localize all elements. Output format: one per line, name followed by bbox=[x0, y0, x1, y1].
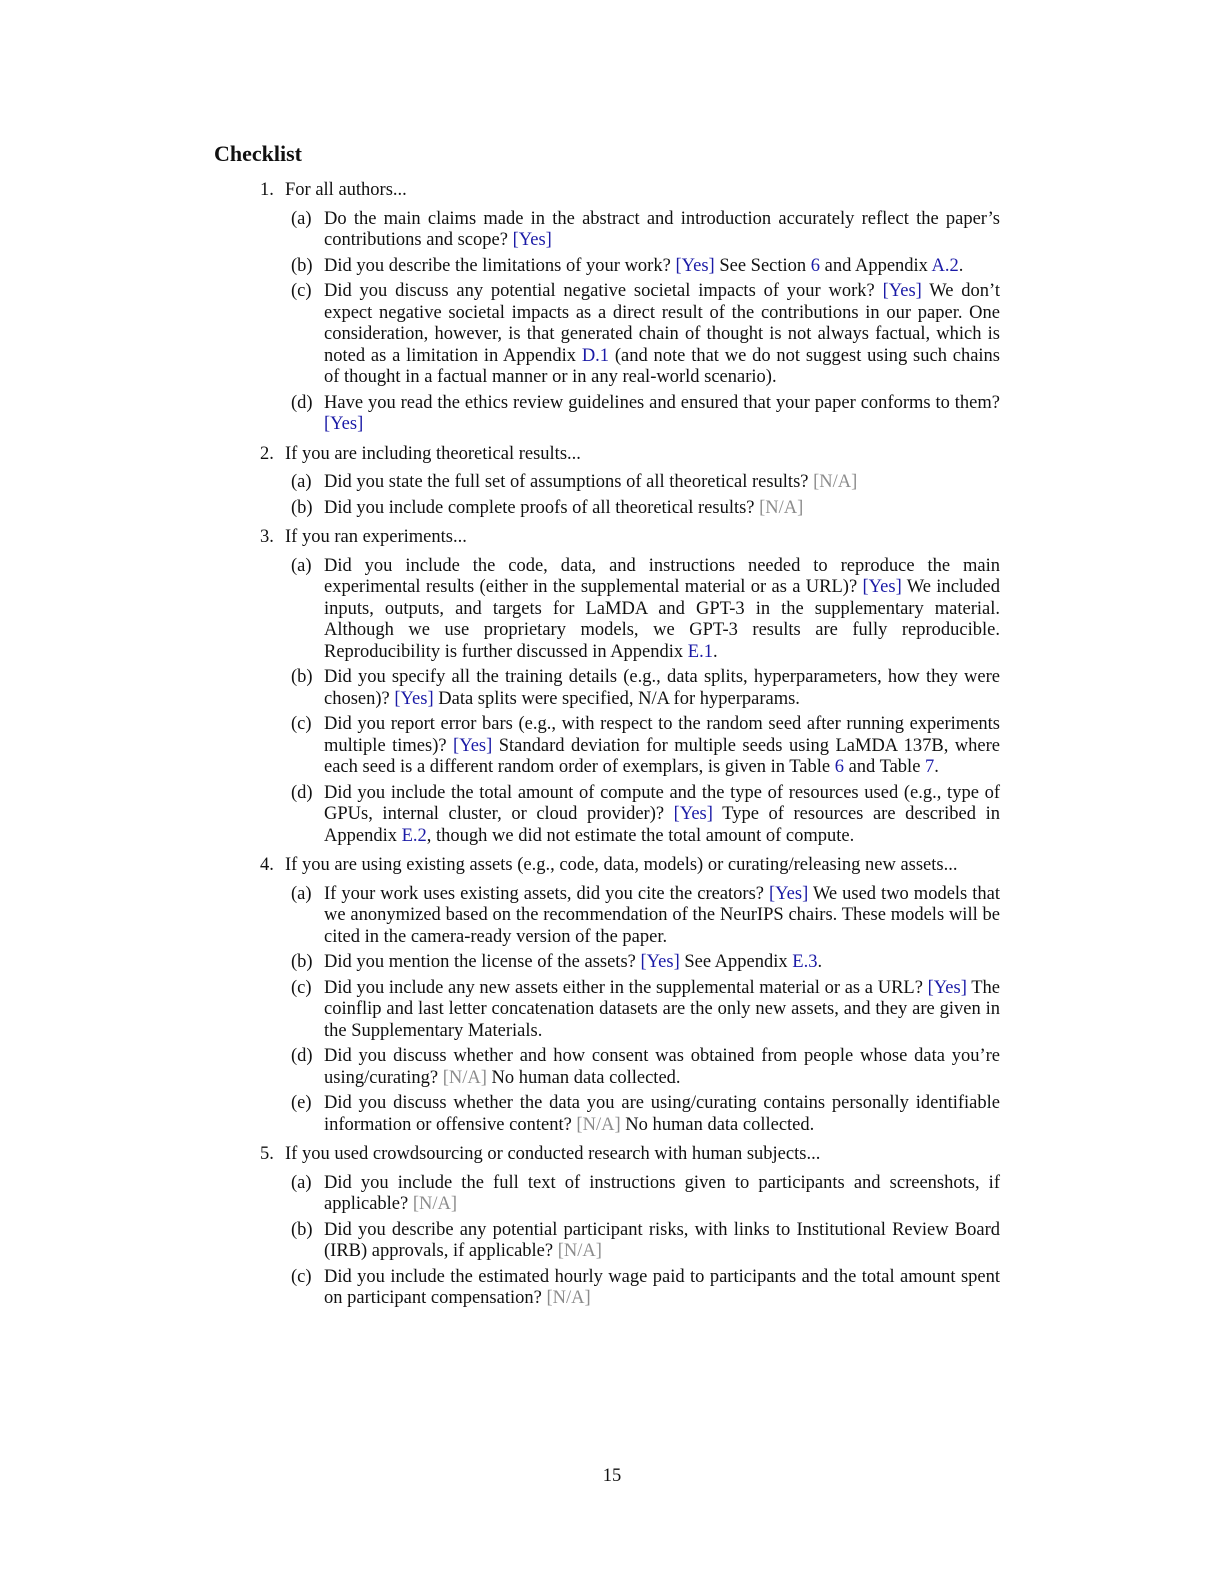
item-text: . bbox=[817, 952, 823, 972]
checklist-item bbox=[214, 783, 1000, 848]
item-text: Did you include the full text of instructions given to participants and screenshots, if applicable? bbox=[324, 1172, 1000, 1214]
answer-yes: [Yes] bbox=[640, 952, 680, 972]
item-text: . bbox=[958, 255, 964, 276]
item-text: Did you discuss whether and how consent was obtained from people whose data you’re using/curating? bbox=[324, 1046, 1000, 1088]
item-marker: (c) bbox=[291, 281, 312, 301]
checklist-item bbox=[214, 952, 1000, 974]
item-marker: (a) bbox=[291, 555, 312, 576]
item-text: We included inputs, outputs, and targets for LaMDA and GPT-3 in the supplementary material. Although we use proprietary models, we GPT-3 results are fully reproducible. Reproducibility is further discussed in Appendix bbox=[324, 577, 1001, 662]
cross-reference-link[interactable]: E.2 bbox=[401, 825, 427, 846]
checklist-item bbox=[214, 884, 1000, 949]
checklist-item bbox=[214, 1093, 1000, 1136]
answer-yes: [Yes] bbox=[927, 977, 967, 998]
checklist-item bbox=[214, 498, 1000, 520]
item-marker: (d) bbox=[291, 392, 313, 413]
item-marker: (c) bbox=[291, 977, 312, 998]
section-heading: If you used crowdsourcing or conducted research with human subjects... bbox=[285, 1144, 821, 1164]
item-text: , though we did not estimate the total amount of compute. bbox=[426, 825, 855, 846]
section-items bbox=[285, 556, 1000, 848]
item-marker: (d) bbox=[291, 1046, 313, 1066]
cross-reference-link[interactable]: E.1 bbox=[687, 641, 713, 662]
item-text: and Table bbox=[843, 757, 926, 777]
section-number: 5. bbox=[260, 1144, 274, 1164]
answer-na: [N/A] bbox=[412, 1194, 458, 1214]
item-text: Did you discuss whether the data you are using/curating contains personally identifiable information or offensive content? bbox=[324, 1093, 1000, 1135]
item-text: Did you specify all the training details (e.g., data splits, hyperparameters, how they were chosen)? bbox=[324, 667, 1000, 709]
cross-reference-link[interactable]: 6 bbox=[810, 255, 821, 276]
item-marker: (b) bbox=[291, 667, 313, 687]
checklist-section bbox=[214, 444, 1000, 520]
checklist-section bbox=[214, 527, 1000, 847]
page-title: Checklist bbox=[214, 141, 302, 166]
section-heading: If you are including theoretical results... bbox=[285, 443, 581, 464]
checklist-sections bbox=[214, 180, 1000, 1310]
item-text: We don’t expect negative societal impacts as a direct result of the contributions in our paper. One consideration, however, is that generated chain of thought is not always factual, which is noted as a limitation in Appendix bbox=[324, 281, 1001, 366]
answer-na: [N/A] bbox=[759, 497, 804, 518]
answer-na: [N/A] bbox=[442, 1067, 487, 1088]
item-marker: (b) bbox=[291, 497, 313, 518]
item-text: Do the main claims made in the abstract and introduction accurately reflect the paper’s contributions and scope? bbox=[324, 208, 1000, 250]
checklist-item bbox=[214, 714, 1000, 779]
answer-yes: [Yes] bbox=[769, 883, 809, 904]
item-text: The coinflip and last letter concatenation datasets are the only new assets, and they are given in the Supplementary Materials. bbox=[324, 977, 1000, 1041]
item-text: No human data collected. bbox=[486, 1067, 681, 1088]
section-heading: If you ran experiments... bbox=[285, 527, 467, 547]
item-marker: (e) bbox=[291, 1093, 312, 1113]
cross-reference-link[interactable]: D.1 bbox=[581, 345, 610, 366]
checklist-item bbox=[214, 209, 1000, 252]
item-marker: (b) bbox=[291, 1219, 313, 1240]
item-text: Did you include the estimated hourly wage paid to participants and the total amount spent on participant compensation? bbox=[324, 1266, 1000, 1308]
checklist-section bbox=[214, 1144, 1000, 1310]
checklist-section bbox=[214, 180, 1000, 436]
section-number: 2. bbox=[260, 443, 274, 464]
checklist-item bbox=[214, 556, 1000, 664]
answer-yes: [Yes] bbox=[862, 577, 902, 597]
item-marker: (a) bbox=[291, 208, 312, 229]
section-items bbox=[285, 884, 1000, 1137]
item-marker: (a) bbox=[291, 1172, 312, 1193]
item-text: . bbox=[934, 757, 939, 777]
answer-na: [N/A] bbox=[546, 1288, 591, 1308]
cross-reference-link[interactable]: E.3 bbox=[792, 952, 818, 972]
item-marker: (a) bbox=[291, 883, 312, 904]
item-text: Type of resources are described in Appendix bbox=[324, 804, 1000, 846]
checklist-item bbox=[214, 281, 1000, 389]
page-number: 15 bbox=[602, 1466, 622, 1486]
checklist-item bbox=[214, 1267, 1000, 1310]
section-items bbox=[285, 1173, 1000, 1310]
item-text: Did you include the code, data, and instructions needed to reproduce the main experimental results (either in the supplemental material or as a URL)? bbox=[324, 555, 1000, 597]
item-text: If your work uses existing assets, did you cite the creators? bbox=[324, 883, 770, 904]
section-items bbox=[285, 209, 1000, 436]
cross-reference-link[interactable]: 6 bbox=[834, 757, 844, 777]
item-marker: (b) bbox=[291, 952, 313, 972]
section-number: 1. bbox=[260, 180, 274, 200]
section-number: 3. bbox=[260, 527, 274, 547]
item-text: Did you discuss any potential negative societal impacts of your work? bbox=[324, 281, 883, 301]
item-text: Did you report error bars (e.g., with respect to the random seed after running experiments multiple times)? bbox=[324, 714, 1000, 756]
item-text: and Appendix bbox=[820, 255, 932, 276]
answer-yes: [Yes] bbox=[453, 735, 493, 756]
section-heading: For all authors... bbox=[285, 180, 407, 200]
item-text: Have you read the ethics review guidelines and ensured that your paper conforms to them? bbox=[324, 392, 1000, 413]
answer-na: [N/A] bbox=[557, 1241, 602, 1261]
checklist-item bbox=[214, 1173, 1000, 1216]
item-text: Did you include any new assets either in the supplemental material or as a URL? bbox=[324, 977, 928, 998]
cross-reference-link[interactable]: A.2 bbox=[931, 255, 959, 276]
item-marker: (c) bbox=[291, 1266, 312, 1287]
checklist-item bbox=[214, 1220, 1000, 1263]
checklist-item bbox=[214, 472, 1000, 494]
item-text: . bbox=[712, 641, 718, 662]
item-marker: (b) bbox=[291, 255, 313, 276]
checklist-item bbox=[214, 256, 1000, 278]
checklist-section bbox=[214, 855, 1000, 1136]
item-text: Did you state the full set of assumptions of all theoretical results? bbox=[324, 472, 814, 492]
item-text: We used two models that we anonymized based on the recommendation of the NeurIPS chairs. These models will be cited in the camera-ready version of the paper. bbox=[324, 883, 1000, 947]
answer-yes: [Yes] bbox=[324, 414, 364, 434]
answer-yes: [Yes] bbox=[673, 804, 713, 824]
item-text: Did you describe the limitations of your work? bbox=[324, 255, 676, 276]
answer-na: [N/A] bbox=[813, 472, 858, 492]
checklist-item bbox=[214, 978, 1000, 1043]
answer-yes: [Yes] bbox=[882, 281, 922, 301]
item-text: Data splits were specified, N/A for hyperparams. bbox=[433, 688, 800, 709]
answer-yes: [Yes] bbox=[394, 688, 434, 709]
item-marker: (c) bbox=[291, 714, 312, 734]
item-text: (and note that we do not suggest using such chains of thought in a factual manner or in any real-world scenario). bbox=[324, 345, 1001, 387]
checklist-item bbox=[214, 393, 1000, 436]
item-text: See Section bbox=[714, 255, 811, 276]
item-text: See Appendix bbox=[679, 952, 793, 972]
item-text: Did you include the total amount of compute and the type of resources used (e.g., type of GPUs, internal cluster, or cloud provider)? bbox=[324, 782, 1000, 824]
answer-yes: [Yes] bbox=[512, 230, 552, 250]
checklist-item bbox=[214, 667, 1000, 710]
item-text: Did you mention the license of the assets? bbox=[324, 952, 641, 972]
item-text: Standard deviation for multiple seeds using LaMDA 137B, where each seed is a different random order of exemplars, is given in Table bbox=[324, 735, 1000, 777]
checklist-page bbox=[214, 138, 1000, 1314]
item-marker: (a) bbox=[291, 472, 312, 492]
section-heading: If you are using existing assets (e.g., code, data, models) or curating/releasing new assets... bbox=[285, 855, 958, 875]
item-text: No human data collected. bbox=[620, 1114, 815, 1135]
answer-yes: [Yes] bbox=[675, 255, 715, 276]
item-text: Did you describe any potential participant risks, with links to Institutional Review Board (IRB) approvals, if applicable? bbox=[324, 1219, 1000, 1261]
checklist-item bbox=[214, 1046, 1000, 1089]
cross-reference-link[interactable]: 7 bbox=[925, 757, 935, 777]
section-number: 4. bbox=[260, 855, 274, 875]
item-marker: (d) bbox=[291, 782, 313, 803]
item-text: Did you include complete proofs of all theoretical results? bbox=[324, 497, 760, 518]
answer-na: [N/A] bbox=[576, 1114, 621, 1135]
section-items bbox=[285, 472, 1000, 519]
